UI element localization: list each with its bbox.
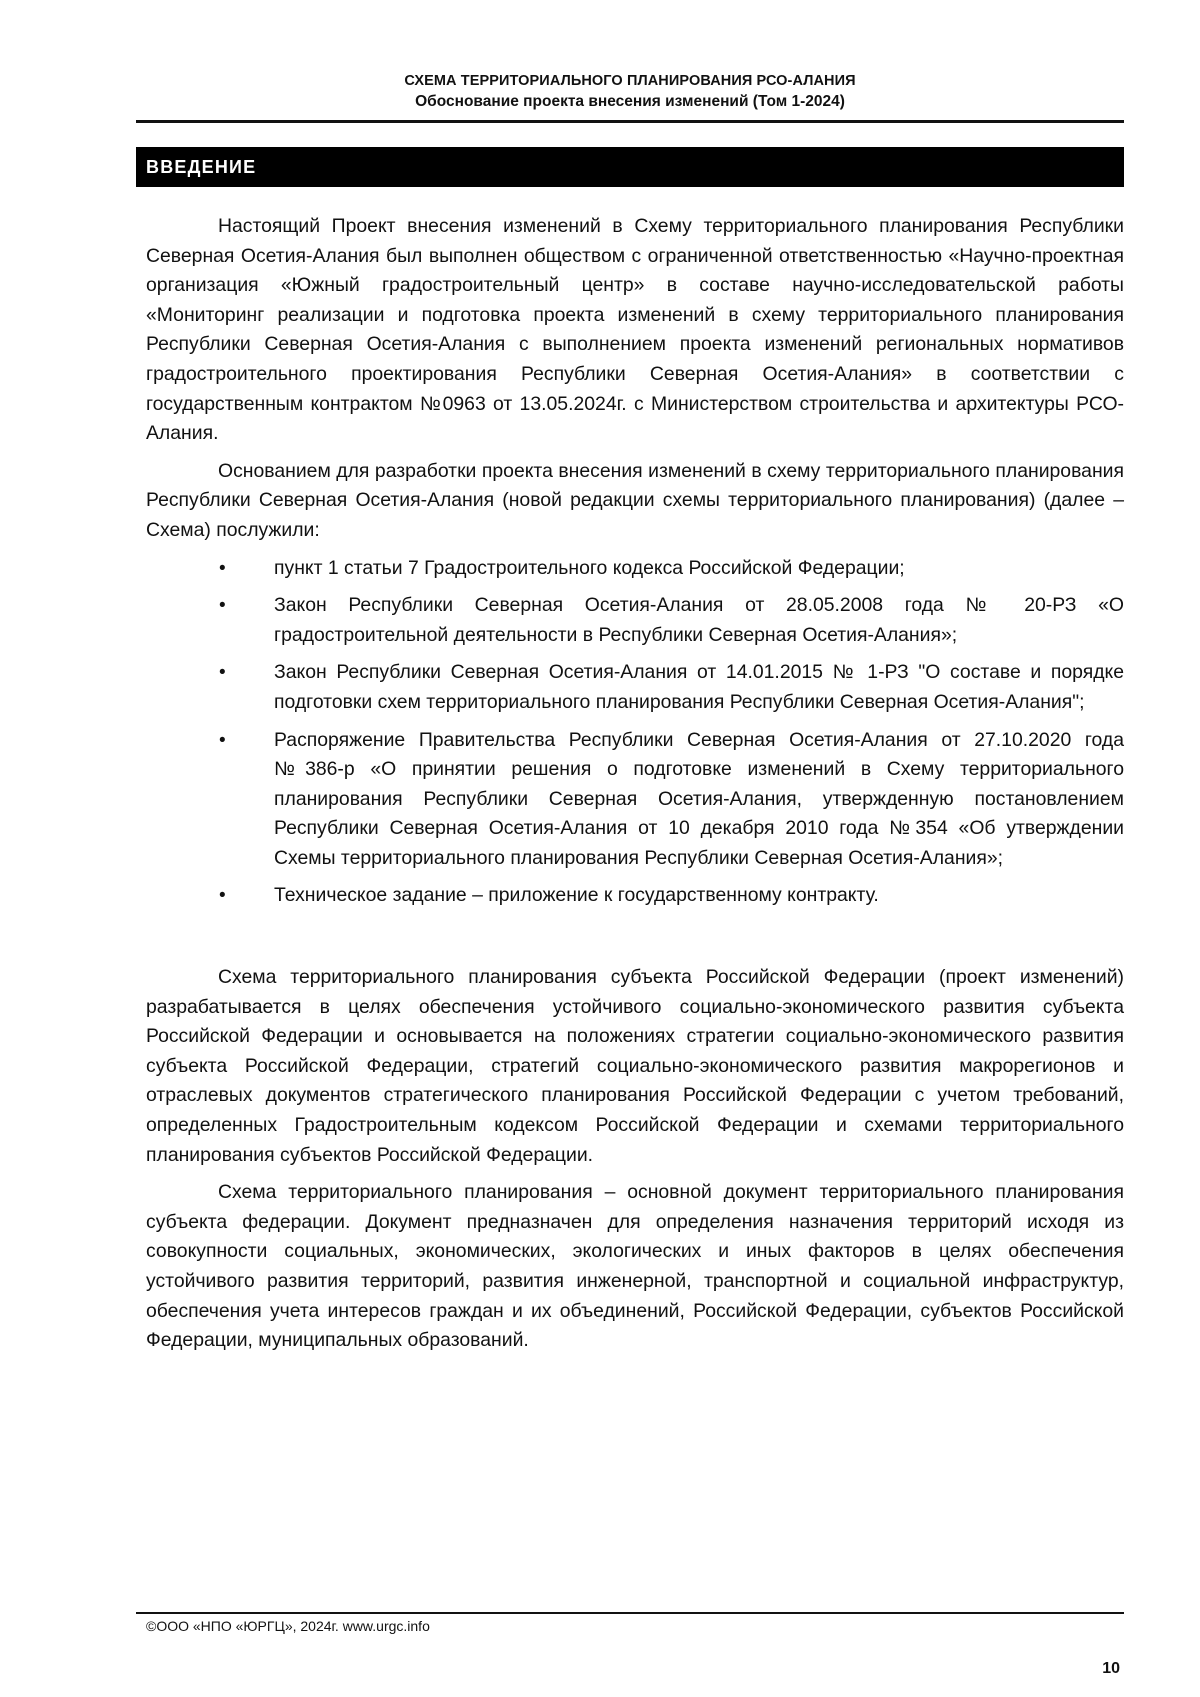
bullet-icon: • xyxy=(219,595,226,617)
list-item-text: Закон Республики Северная Осетия-Алания от 28.05.2008 года № 20-РЗ «О градостроительной деятельности в Республики Северная Осетия-Алания»; xyxy=(274,594,1124,646)
list-item-text: Техническое задание – приложение к государственному контракту. xyxy=(274,884,879,907)
header-subtitle: Обоснование проекта внесения изменений (Том 1-2024) xyxy=(415,93,845,110)
list-item xyxy=(146,658,1124,717)
page-number: 10 xyxy=(1102,1660,1120,1677)
paragraph-intro: Настоящий Проект внесения изменений в Схему территориального планирования Республики Северная Осетия-Алания был выполнен обществом с ограниченной ответственностью «Научно-проектная организация «Южный градостроительный центр» в составе научно-исследовательской работы «Мониторинг реализации и подготовка проекта изменений в схему территориального планирования Республики Северная Осетия-Алания с выполнением проекта изменений региональных нормативов градостроительного проектирования Республики Северная Осетия-Алания» в соответствии с государственным контрактом №0963 от 13.05.2024г. с Министерством строительства и архитектуры РСО-Алания. xyxy=(146,215,1124,445)
body-content xyxy=(146,212,1124,1356)
list-item xyxy=(146,554,1124,584)
list-item-text: пункт 1 статьи 7 Градостроительного кодекса Российской Федерации; xyxy=(274,556,905,579)
list-item-text: Распоряжение Правительства Республики Северная Осетия-Алания от 27.10.2020 года №386-р «О принятии решения о подготовке изменений в Схему территориального планирования Республики Северная Осетия-Алания, утвержденную постановлением Республики Северная Осетия-Алания от 10 декабря 2010 года №354 «Об утверждении Схемы территориального планирования Республики Северная Осетия-Алания»; xyxy=(274,728,1124,869)
paragraph-basis: Основанием для разработки проекта внесения изменений в схему территориального планирования Республики Северная Осетия-Алания (новой редакции схемы территориального планирования) (далее – Схема) послужили: xyxy=(146,459,1124,541)
list-item-text: Закон Республики Северная Осетия-Алания от 14.01.2015 № 1-РЗ "О составе и порядке подготовки схем территориального планирования Республики Северная Осетия-Алания"; xyxy=(274,661,1124,713)
header-title: СХЕМА ТЕРРИТОРИАЛЬНОГО ПЛАНИРОВАНИЯ РСО-АЛАНИЯ xyxy=(404,73,856,89)
bullet-icon: • xyxy=(219,557,226,579)
paragraph-definition: Схема территориального планирования – основной документ территориального планирования субъекта федерации. Документ предназначен для определения назначения территорий исходя из совокупности социальных, экономических, экологических и иных факторов в целях обеспечения устойчивого развития территорий, развития инженерной, транспортной и социальной инфраструктур, обеспечения учета интересов граждан и их объединений, Российской Федерации, субъектов Российской Федерации, муниципальных образований. xyxy=(146,1181,1124,1352)
paragraph-purpose: Схема территориального планирования субъекта Российской Федерации (проект изменений) разрабатывается в целях обеспечения устойчивого социально-экономического развития субъекта Российской Федерации и основывается на положениях стратегии социально-экономического развития субъекта Российской Федерации, стратегий социально-экономического развития макрорегионов и отраслевых документов стратегического планирования Российской Федерации с учетом требований, определенных Градостроительным кодексом Российской Федерации и схемами территориального планирования субъектов Российской Федерации. xyxy=(146,966,1124,1166)
list-item xyxy=(146,591,1124,650)
section-heading: ВВЕДЕНИЕ xyxy=(136,147,1124,187)
bullet-icon: • xyxy=(219,729,226,751)
page-header xyxy=(136,72,1124,113)
header-divider xyxy=(136,120,1124,123)
basis-list xyxy=(146,554,1124,912)
list-item xyxy=(146,726,1124,874)
footer-copyright: ©ООО «НПО «ЮРГЦ», 2024г. www.urgc.info xyxy=(146,1618,430,1634)
list-item xyxy=(146,881,1124,911)
bullet-icon: • xyxy=(219,662,226,684)
footer-divider xyxy=(136,1612,1124,1614)
bullet-icon: • xyxy=(219,885,226,907)
